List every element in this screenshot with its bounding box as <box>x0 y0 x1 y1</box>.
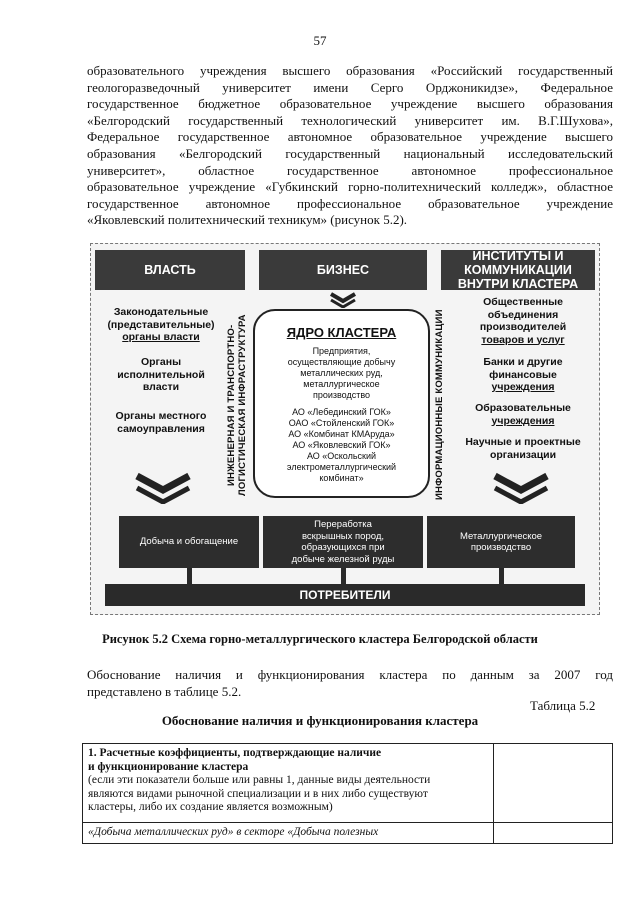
item-line: объединения <box>487 308 559 321</box>
text-line: Обоснование наличия и функционирования кластера по данным за 2007 год <box>87 667 613 682</box>
left-item-executive <box>97 356 225 394</box>
text-line: образования «Белгородский государственный национальный исследовательский <box>87 145 613 161</box>
table-title: Обоснование наличия и функционирования кластера <box>161 713 479 728</box>
company-line: АО «Комбинат КМАруда» <box>288 429 395 439</box>
text-line: университет», областное государственное автономное профессиональное <box>87 162 613 178</box>
cluster-core <box>253 309 430 498</box>
company-line: АО «Оскольский <box>306 451 377 461</box>
left-item-local <box>97 410 225 435</box>
company-line: комбинат» <box>319 473 364 483</box>
info-communications-label: ИНФОРМАЦИОННЫЕ КОММУНИКАЦИИ <box>434 309 445 501</box>
process-overburden <box>263 516 423 568</box>
company-line: АО «Яковлевский ГОК» <box>292 440 391 450</box>
desc-line: производство <box>312 390 371 400</box>
item-line: учреждения <box>491 381 555 393</box>
text-line: образовательное учреждение «Губкинский горно-политехнический колледж», областное <box>87 179 613 195</box>
item-line: Общественные <box>483 296 563 308</box>
text-line: представлено в таблице 5.2. <box>87 683 242 699</box>
item-line: исполнительной <box>117 368 205 381</box>
header-vlast: ВЛАСТЬ <box>95 250 245 290</box>
process-line: добыче железной руды <box>291 553 395 565</box>
text-line: государственное автономное профессиональное образовательное учреждение <box>87 195 613 211</box>
connector <box>499 568 504 584</box>
chevron-down-icon <box>491 472 551 504</box>
item-line: Банки и другие <box>483 356 563 368</box>
cell-line: являются видами рыночной специализации и в них либо существуют <box>88 787 428 800</box>
item-line: учреждения <box>491 414 555 427</box>
item-line: финансовые <box>489 368 557 381</box>
header-instituty <box>441 250 595 290</box>
text-line: «Яковлевский политехнический техникум» (рисунок 5.2). <box>87 212 408 228</box>
cluster-diagram <box>90 243 600 615</box>
cell-line: кластеры, либо их создание является возможным) <box>88 801 333 813</box>
item-line: Органы <box>140 356 182 368</box>
process-line: вскрышных пород, <box>301 530 384 542</box>
table-cell <box>83 744 494 823</box>
text-line: государственное бюджетное образовательное учреждение высшего образования <box>87 96 613 112</box>
table-cell <box>494 744 613 823</box>
page-number: 57 <box>313 33 327 48</box>
process-metallurgy <box>427 516 575 568</box>
infrastructure-label <box>226 306 248 504</box>
item-line: органы власти <box>122 331 200 343</box>
vertical-line: ЛОГИСТИЧЕСКАЯ ИНФРАСТРУКТУРА <box>237 314 248 496</box>
justification-table <box>82 743 613 844</box>
right-item-research <box>453 436 593 461</box>
cell-line: (если эти показатели больше или равны 1, данные виды деятельности <box>88 774 431 786</box>
core-description <box>255 346 428 401</box>
cell-line: «Добыча металлических руд» в секторе «Добыча полезных <box>88 826 379 838</box>
table-cell <box>83 823 494 844</box>
text-line: Федеральное государственное автономное образовательное учреждение высшего <box>87 129 613 145</box>
connector <box>341 568 346 584</box>
header-line: ВНУТРИ КЛАСТЕРА <box>457 277 579 291</box>
desc-line: Предприятия, <box>312 346 371 356</box>
table-cell <box>494 823 613 844</box>
item-line: организации <box>489 448 557 461</box>
chevron-down-icon <box>329 292 357 308</box>
right-item-associations <box>453 296 593 346</box>
process-line: производство <box>470 542 532 553</box>
company-line: ОАО «Стойленский ГОК» <box>288 418 395 428</box>
table-row <box>83 823 613 844</box>
chevron-down-icon <box>133 472 193 504</box>
item-line: (представительные) <box>107 318 215 331</box>
item-line: Образовательные <box>475 402 571 414</box>
process-line: Металлургическое <box>459 530 543 542</box>
connector <box>187 568 192 584</box>
cell-line: и функционирование кластера <box>88 760 249 773</box>
intro-paragraph <box>87 63 613 229</box>
desc-line: металлургическое <box>303 379 380 389</box>
item-line: власти <box>142 381 180 393</box>
table-row <box>83 744 613 823</box>
item-line: Органы местного <box>115 410 207 422</box>
consumers-bar: ПОТРЕБИТЕЛИ <box>105 584 585 606</box>
company-line: электрометаллургический <box>286 462 397 472</box>
vertical-line: ИНЖЕНЕРНАЯ И ТРАНСПОРТНО- <box>226 324 237 486</box>
process-line: Добыча и обогащение <box>139 536 239 548</box>
core-title: ЯДРО КЛАСТЕРА <box>286 325 397 340</box>
item-line: Законодательные <box>113 306 209 318</box>
text-line: образовательного учреждения высшего образования «Российский государственный <box>87 63 613 78</box>
process-mining <box>119 516 259 568</box>
left-item-legislative <box>97 306 225 344</box>
header-line: КОММУНИКАЦИИ <box>464 263 572 277</box>
cell-line: 1. Расчетные коэффициенты, подтверждающие наличие <box>88 747 382 759</box>
text-line: геологоразведочный университет имени Серго Орджоникидзе», Федеральное <box>87 79 613 95</box>
right-item-banks <box>453 356 593 394</box>
table-label: Таблица 5.2 <box>530 698 596 713</box>
table-intro-paragraph <box>87 667 613 700</box>
core-companies <box>255 407 428 484</box>
process-line: образующихся при <box>301 542 385 553</box>
desc-line: металлических руд, <box>300 368 383 378</box>
item-line: товаров и услуг <box>481 333 565 346</box>
item-line: производителей <box>479 321 567 333</box>
desc-line: осуществляющие добычу <box>287 357 396 367</box>
header-biznes: БИЗНЕС <box>259 250 427 290</box>
item-line: Научные и проектные <box>465 436 581 448</box>
text-line: «Белгородский государственный технологический университет им. В.Г.Шухова», <box>87 112 613 128</box>
item-line: самоуправления <box>117 422 205 435</box>
right-item-education <box>453 402 593 427</box>
header-line: ИНСТИТУТЫ И <box>472 249 564 263</box>
figure-caption: Рисунок 5.2 Схема горно-металлургического кластера Белгородской области <box>102 632 538 646</box>
company-line: АО «Лебединский ГОК» <box>292 407 391 417</box>
process-line: Переработка <box>314 519 372 530</box>
